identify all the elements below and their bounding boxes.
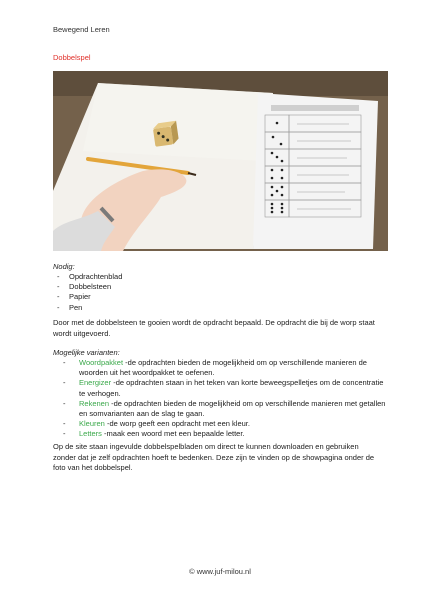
variant-description: -de opdrachten bieden de mogelijkheid om op verschillende manieren met getallen en somvarianten aan de slag te gaan. [79, 398, 386, 419]
page-header: Bewegend Leren [53, 25, 110, 34]
list-item [53, 429, 389, 439]
download-paragraph: Op de site staan ingevulde dobbelspelbladen om direct te kunnen downloaden en gebruiken zonder dat je zelf opdrachten hoeft te bedenken. Deze zijn te vinden op de showpagina onder de foto van het dobbelspel. [53, 442, 375, 472]
variant-name: Rekenen [79, 398, 110, 408]
materials-list [53, 272, 122, 313]
variant-description: -maak een woord met een bepaalde letter. [101, 429, 245, 439]
list-item: - Pen [53, 303, 122, 313]
list-item [53, 399, 389, 419]
variants-list [53, 358, 389, 440]
variant-name: Kleuren [79, 419, 105, 429]
instructions-paragraph: Door met de dobbelsteen te gooien wordt de opdracht bepaald. De opdracht die bij de worp staat wordt uitgevoerd. [53, 318, 375, 338]
variants-label: Mogelijke varianten: [53, 348, 120, 357]
list-item [53, 358, 389, 378]
variant-name: Woordpakket [79, 358, 124, 367]
page-footer: © www.juf-milou.nl [189, 567, 251, 576]
variant-description: -de worp geeft een opdracht met een kleur. [104, 419, 250, 429]
variant-description: -de opdrachten bieden de mogelijkheid om op verschillende manieren de woorden uit het woordpakket te oefenen. [79, 358, 367, 378]
list-item: - Dobbelsteen [53, 282, 122, 292]
list-item [53, 378, 389, 398]
page-title: Dobbelspel [53, 53, 91, 62]
list-item: - Papier [53, 292, 122, 302]
variant-description: -de opdrachten staan in het teken van korte beweegspelletjes om de concentratie te verhogen. [79, 378, 384, 398]
variant-name: Letters [79, 429, 102, 439]
variant-name: Energizer [79, 378, 112, 388]
list-item: - Opdrachtenblad [53, 272, 122, 282]
dice-game-photo [53, 71, 388, 251]
needed-label: Nodig: [53, 262, 75, 271]
list-item [53, 419, 389, 429]
